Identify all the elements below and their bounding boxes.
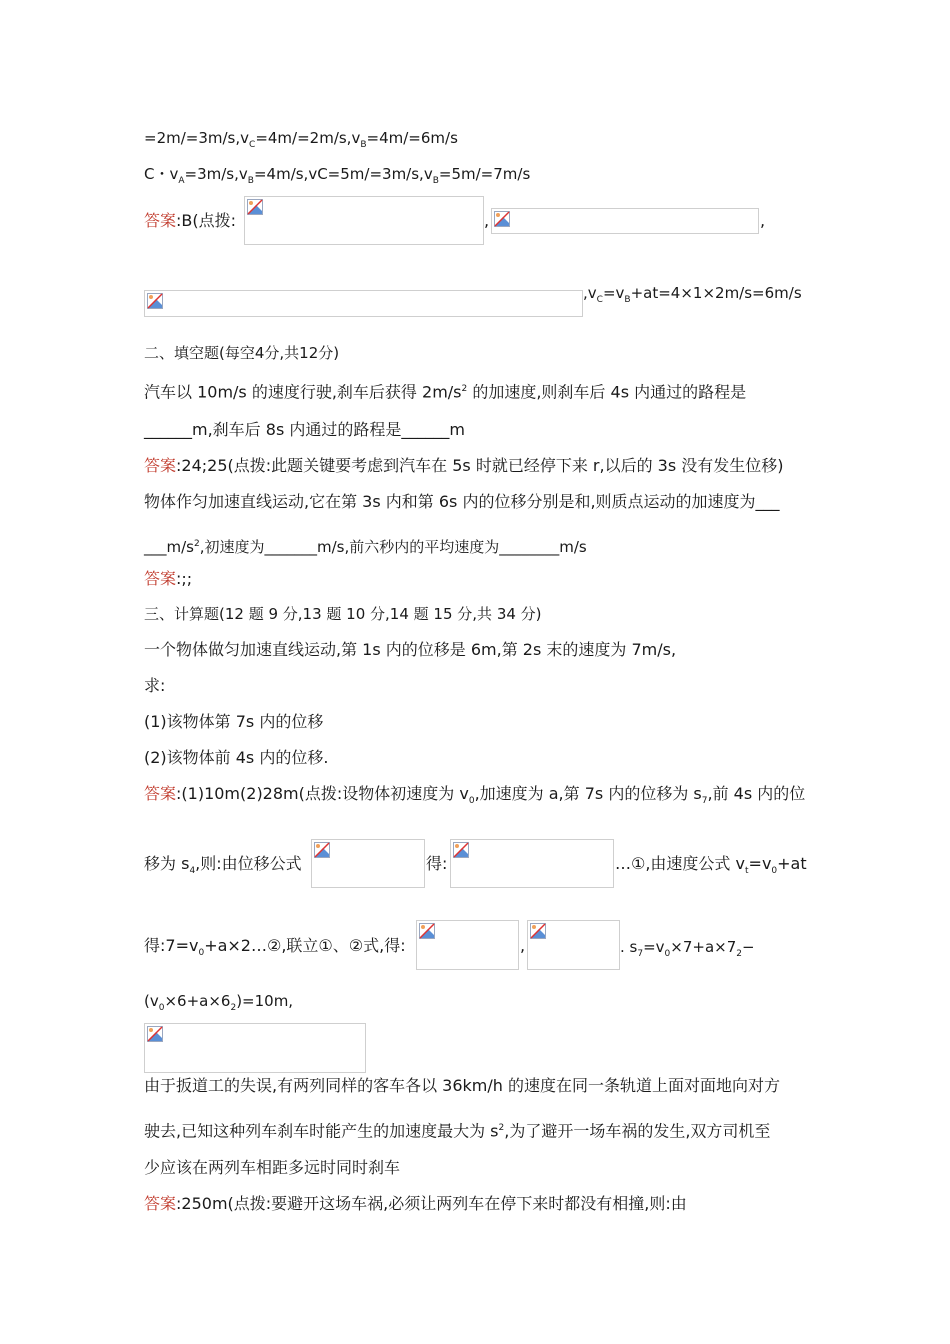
text: 物体作匀加速直线运动,它在第 3s 内和第 6s 内的位移分别是和,则质点运动的加速度为___ (144, 492, 780, 511)
text: (v (144, 992, 159, 1010)
text: 由于扳道工的失误,有两列同样的客车各以 36km/h 的速度在同一条轨道上面对面地向对方 (144, 1076, 781, 1095)
formula-image-placeholder (311, 839, 425, 888)
formula-image-placeholder (144, 290, 583, 317)
text: ______m,刹车后 8s 内通过的路程是______m (144, 420, 465, 439)
subscript: C (249, 140, 256, 150)
text: 移为 s (144, 854, 190, 873)
text: +at=4×1×2m/s=6m/s (630, 284, 802, 302)
question-text (144, 640, 676, 660)
text: 三、计算题(12 题 9 分,13 题 10 分,14 题 15 分,共 34 分) (144, 605, 542, 623)
text (615, 854, 807, 881)
question-text (144, 1118, 770, 1141)
subscript: 2 (230, 1003, 237, 1013)
answer-label: 答案 (144, 784, 177, 803)
question-text (144, 534, 587, 557)
text: 得: (426, 854, 448, 873)
text: =2m/=3m/s,v (144, 129, 250, 147)
text: =4m/s,vC=5m/=3m/s,v (253, 165, 433, 183)
question-text (144, 1158, 400, 1178)
velocity-formula-line (583, 283, 802, 310)
subscript: A (178, 176, 185, 186)
text: :;; (176, 569, 193, 588)
broken-image-icon (314, 842, 330, 858)
text: , (520, 936, 526, 955)
answer-label: 答案 (144, 211, 177, 230)
formula-image-placeholder (244, 196, 484, 245)
text: ×6+a×6 (164, 992, 231, 1010)
section-heading-calculation (144, 604, 542, 624)
text: 汽车以 10m/s 的速度行驶,刹车后获得 2m/s (144, 382, 462, 402)
text: +at (777, 854, 807, 873)
text: ×7+a×7 (670, 938, 737, 956)
subscript: 0 (198, 948, 205, 959)
text: =4m/=6m/s (366, 129, 458, 147)
subscript: 0 (771, 866, 778, 877)
question-text (144, 712, 323, 732)
text: (1)该物体第 7s 内的位移 (144, 712, 324, 731)
text: =v (643, 938, 665, 956)
subscript: C (596, 295, 603, 305)
superscript: 2 (461, 384, 468, 394)
subscript: B (360, 140, 367, 150)
answer-continuation (144, 991, 293, 1018)
text: − (742, 938, 755, 956)
answer-line (144, 784, 805, 811)
text: ___m/s (144, 538, 194, 556)
text: 少应该在两列车相距多远时同时刹车 (144, 1158, 401, 1177)
answer-label: 答案 (144, 569, 177, 588)
subscript: 0 (158, 1003, 165, 1013)
text: =v (748, 854, 772, 873)
answer-continuation (144, 854, 302, 881)
formula-image-placeholder (527, 920, 620, 970)
text: C・v (144, 165, 179, 183)
superscript: 2 (193, 539, 200, 549)
question-text (144, 748, 328, 768)
subscript: 7 (701, 796, 708, 807)
formula-image-placeholder (450, 839, 614, 888)
text: 一个物体做匀加速直线运动,第 1s 内的位移是 6m,第 2s 末的速度为 7m/s, (144, 640, 677, 659)
text: ,初速度为_______m/s,前六秒内的平均速度为________m/s (199, 538, 587, 556)
text: =5m/=7m/s (438, 165, 531, 183)
text: 驶去,已知这种列车刹车时能产生的加速度最大为 s (144, 1121, 499, 1141)
text: (2)该物体前 4s 内的位移. (144, 748, 329, 767)
formula-image-placeholder (416, 920, 519, 970)
subscript: B (432, 176, 439, 186)
formula-image-placeholder (491, 208, 759, 234)
broken-image-icon (494, 211, 510, 227)
question-text (144, 492, 780, 512)
broken-image-icon (419, 923, 435, 939)
text: ,则:由位移公式 (195, 854, 302, 873)
answer-line (144, 569, 192, 589)
text: ,加速度为 a,第 7s 内的位移为 s (474, 784, 702, 803)
answer-label: 答案 (144, 1194, 177, 1213)
broken-image-icon (147, 1026, 163, 1042)
subscript: 7 (637, 949, 644, 959)
subscript: B (624, 295, 631, 305)
text: :24;25(点拨:此题关键要考虑到汽车在 5s 时就已经停下来 r,以后的 3s 没有发生位移) (176, 456, 784, 475)
answer-label: 答案 (144, 456, 177, 475)
option-c-line (144, 164, 530, 191)
text: :(1)10m(2)28m(点拨:设物体初速度为 v (176, 784, 469, 803)
text (520, 936, 525, 956)
text: …①,由速度公式 v (615, 854, 745, 873)
text (620, 937, 755, 964)
question-text (144, 1076, 780, 1096)
section-heading-fill-blank (144, 343, 339, 363)
text: , (484, 211, 490, 230)
option-b-line (144, 128, 458, 155)
answer-b-line (144, 211, 236, 231)
broken-image-icon (147, 293, 163, 309)
broken-image-icon (247, 199, 263, 215)
text: +a×2…②,联立①、②式,得: (204, 936, 406, 955)
text: 得:7=v (144, 936, 199, 955)
question-text (144, 379, 746, 402)
text-comma (484, 211, 489, 231)
question-text (144, 676, 165, 696)
question-text (144, 420, 465, 440)
subscript: 4 (189, 866, 196, 877)
text: 二、填空题(每空4分,共12分) (144, 344, 340, 362)
superscript: 2 (498, 1123, 505, 1133)
answer-line (144, 1194, 687, 1214)
text: ,前 4s 内的位 (707, 784, 806, 803)
text: =v (602, 284, 625, 302)
text: :B(点拨: (176, 211, 237, 230)
text: , (760, 211, 766, 230)
text: . s (620, 938, 638, 956)
text-comma (760, 211, 765, 231)
text: 的加速度,则刹车后 4s 内通过的路程是 (467, 382, 747, 402)
text: 求: (144, 676, 166, 695)
subscript: B (247, 176, 254, 186)
formula-image-placeholder (144, 1023, 366, 1073)
text: :250m(点拨:要避开这场车祸,必须让两列车在停下来时都没有相撞,则:由 (176, 1194, 687, 1213)
text: =4m/=2m/s,v (255, 129, 361, 147)
subscript: 2 (736, 949, 742, 959)
text: =3m/s,v (184, 165, 248, 183)
answer-line (144, 456, 784, 476)
broken-image-icon (530, 923, 546, 939)
answer-continuation (144, 936, 406, 963)
text (426, 854, 447, 874)
text: )=10m, (236, 992, 294, 1010)
text: ,v (583, 284, 597, 302)
subscript: t (745, 866, 749, 877)
subscript: 0 (664, 949, 671, 959)
text: ,为了避开一场车祸的发生,双方司机至 (504, 1121, 771, 1141)
broken-image-icon (453, 842, 469, 858)
subscript: 0 (468, 796, 475, 807)
